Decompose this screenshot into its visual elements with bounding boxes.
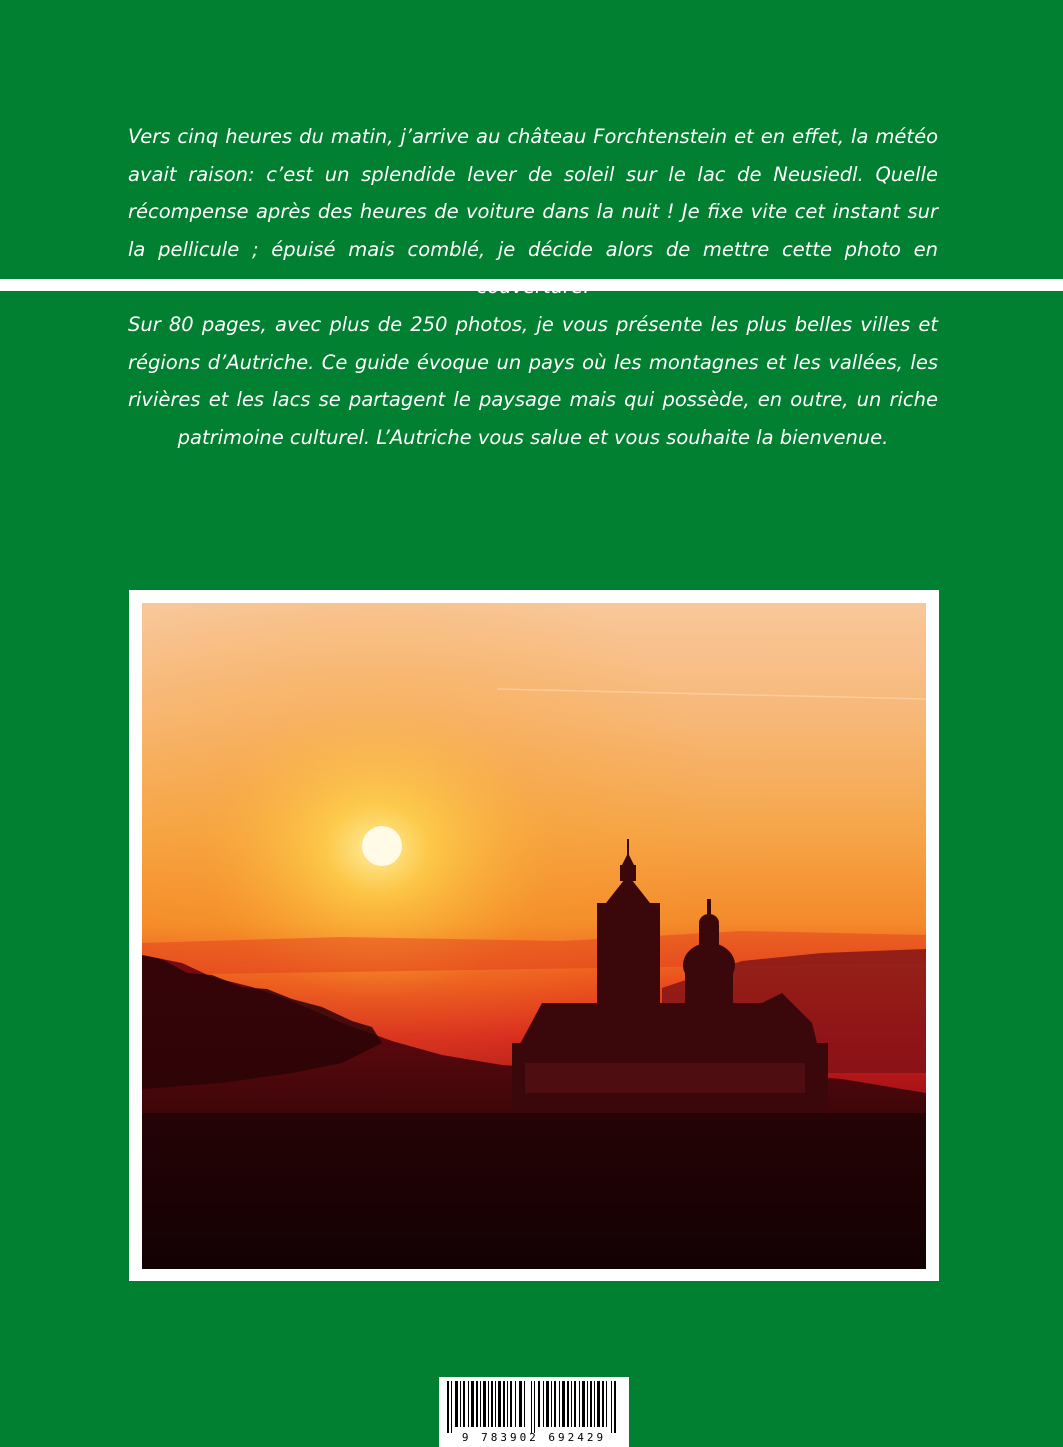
isbn-barcode bbox=[439, 1377, 629, 1447]
cover-photo-frame bbox=[129, 590, 939, 1281]
description-paragraph: Sur 80 pages, avec plus de 250 photos, je vous présente les plus belles villes et régions d’Autriche. Ce guide évoque un pays où les montagnes et les vallées, les rivières et les lacs se partagent le paysage mais qui possède, en outre, un riche patrimoine culturel. L’Autriche vous salue et vous souhaite la bienvenue. bbox=[128, 313, 938, 449]
sunrise-castle-photo bbox=[142, 603, 926, 1269]
intro-paragraph: Vers cinq heures du matin, j’arrive au château Forchtenstein et en effet, la météo avait raison: c’est un splendide lever de soleil sur le lac de Neusiedl. Quelle récompense après des heures de voiture dans la nuit ! Je fixe vite cet instant sur la pellicule ; épuisé mais comblé, je décide alors de mettre cette photo en bbox=[128, 125, 938, 261]
barcode-digits: 9 783902 692429 bbox=[461, 1431, 607, 1444]
white-divider bbox=[0, 279, 1063, 291]
